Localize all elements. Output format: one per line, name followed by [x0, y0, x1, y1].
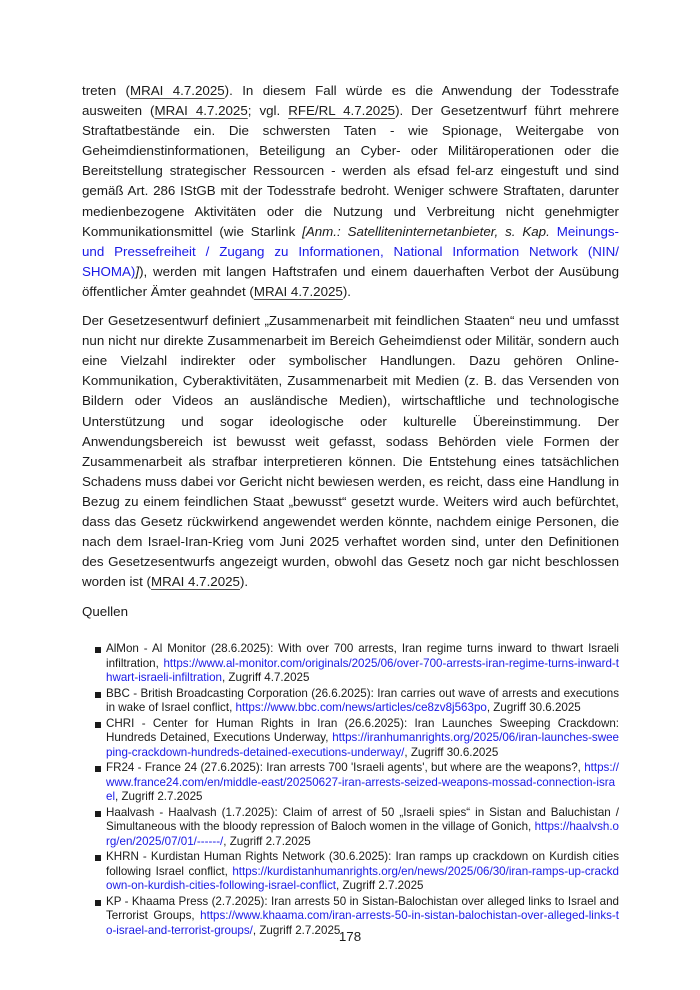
source-item: [106, 642, 619, 686]
text: treten (: [82, 83, 130, 98]
source-text: CHRI - Center for Human Rights in Iran (26.6.2025): Iran Launches Sweeping Crackdown: Hundreds Detained, Executions Underway,: [106, 716, 619, 745]
source-text: AlMon - Al Monitor (28.6.2025): With over 700 arrests, Iran regime turns inward to thwart Israeli infiltration,: [106, 642, 619, 670]
source-url-link[interactable]: https://www.khaama.com/iran-arrests-50-in-sistan-balochistan-over-alleged-links-to-israel-and-terrorist-groups/: [106, 909, 619, 937]
text: ; vgl.: [247, 103, 289, 119]
source-access-date: , Zugriff 2.7.2025: [223, 834, 311, 848]
annotation-note: [Anm.: Satelliteninternetanbieter, s. Kap.: [302, 223, 557, 239]
citation-link[interactable]: MRAI 4.7.2025: [129, 83, 225, 98]
annotation-note-close: ]: [135, 263, 140, 279]
source-access-date: , Zugriff 30.6.2025: [486, 701, 581, 715]
source-url-link[interactable]: https://iranhumanrights.org/2025/06/iran-launches-sweeping-crackdown-hundreds-detained-executions-underway/: [106, 731, 619, 759]
source-access-date: , Zugriff 30.6.2025: [404, 745, 499, 759]
text: ). Der Gesetzentwurf führt mehrere Straftatbestände ein. Die schwersten Taten - wie Spionage, Weitergabe von Geheimdienstinformationen, Beteiligung an Cyber- oder Militäroperationen oder die Bereitstellung strategischer Ressourcen - werden als efsad fel-arz eingestuft und sind gemäß Art. 286 IStGB mit der Todesstrafe bedroht. Weniger schwere Straftaten, darunter medienbezogene Aktivitäten oder die Nutzung und Verbreitung nicht genehmigter Kommunikationsmittel (wie Starlink: [82, 103, 619, 239]
source-url-link[interactable]: https://www.bbc.com/news/articles/ce8zv8j563po: [235, 701, 487, 715]
source-text: KHRN - Kurdistan Human Rights Network (30.6.2025): Iran ramps up crackdown on Kurdish cities following Israel conflict,: [106, 850, 619, 878]
source-text: KP - Khaama Press (2.7.2025): Iran arrests 50 in Sistan-Balochistan over alleged links to Israel and Terrorist Groups,: [106, 894, 619, 923]
source-text: Haalvash - Haalvash (1.7.2025): Claim of arrest of 50 „Israeli spies“ in Sistan and Baluchistan / Simultaneous with the bloody repression of Baloch women in the village of Gonich,: [106, 805, 619, 834]
text: ).: [239, 574, 249, 590]
citation-link[interactable]: RFE/RL 4.7.2025: [288, 103, 396, 119]
text: ). In diesem Fall würde es die Anwendung der Todesstrafe ausweiten (: [82, 83, 619, 119]
source-access-date: , Zugriff 2.7.2025: [115, 790, 203, 804]
source-item: [106, 761, 619, 805]
source-url-link[interactable]: https://www.france24.com/en/middle-east/20250627-iran-arrests-seized-weapons-mossad-connection-israel: [106, 761, 619, 804]
text: ), werden mit langen Haftstrafen und einem dauerhaften Verbot der Ausübung öffentlicher Ämter geahndet (: [82, 263, 619, 299]
document-page: [82, 81, 619, 939]
source-item: [106, 717, 619, 761]
source-text: BBC - British Broadcasting Corporation (26.6.2025): Iran carries out wave of arrests and executions in wake of Israel conflict,: [106, 686, 619, 715]
paragraph-hostile-states: [82, 311, 619, 592]
text: Der Gesetzesentwurf definiert „Zusammenarbeit mit feindlichen Staaten“ neu und umfasst nun nicht nur direkte Zusammenarbeit im Bereich Geheimdienst oder Militär, sondern auch eine Vielzahl indirekter oder symbolischer Handlungen. Dazu gehören Online-Kommunikation, Cyberaktivitäten, Zusammenarbeit mit Medien (z. B. das Versenden von Bildern oder Videos an ausländische Medien), wirtschaftliche und technologische Unterstützung und sogar ideologische oder kulturelle Übereinstimmung. Der Anwendungsbereich ist bewusst weit gefasst, sodass Behörden viele Formen der Zusammenarbeit als strafbar interpretieren können. Die Entstehung eines tatsächlichen Schadens muss dabei vor Gericht nicht bewiesen werden, es reicht, dass eine Handlung in Bezug zu einem feindlichen Staat „bewusst“ gesetzt wurde. Weiters wird auch befürchtet, dass das Gesetz rückwirkend angewendet werden könnte, nachdem einige Personen, die nach dem Israel-Iran-Krieg vom Juni 2025 verhaftet worden sind, unter den Definitionen des Gesetzesentwurfs angezeigt wurden, obwohl das Gesetz noch gar nicht beschlossen worden ist (: [82, 313, 620, 590]
source-access-date: , Zugriff 2.7.2025: [336, 879, 424, 893]
source-item: [106, 850, 619, 894]
sources-list: [82, 642, 619, 938]
text: ).: [342, 283, 352, 299]
citation-link[interactable]: MRAI 4.7.2025: [154, 103, 248, 119]
source-url-link[interactable]: https://kurdistanhumanrights.org/en/news/2025/06/30/iran-ramps-up-crackdown-on-kurdish-cities-following-israel-conflict: [106, 864, 619, 893]
source-access-date: , Zugriff 4.7.2025: [221, 671, 310, 685]
source-item: [106, 806, 619, 850]
page-number: 178: [338, 929, 362, 944]
source-text: FR24 - France 24 (27.6.2025): Iran arrests 700 'Israeli agents', but where are the weapons?,: [106, 761, 585, 775]
chapter-cross-reference-link[interactable]: Meinungs- und Pressefreiheit / Zugang zu Informationen, National Information Network (NIN/ SHOMA): [82, 223, 620, 279]
paragraph-death-penalty: [82, 81, 619, 302]
source-item: [106, 687, 619, 716]
source-access-date: , Zugriff 2.7.2025: [252, 923, 341, 937]
source-url-link[interactable]: https://www.al-monitor.com/originals/2025/06/over-700-arrests-iran-regime-turns-inward-thwart-israeli-infiltration: [106, 656, 619, 685]
source-url-link[interactable]: https://haalvsh.org/en/2025/07/01/------/: [106, 820, 619, 848]
citation-link[interactable]: MRAI 4.7.2025: [253, 283, 343, 299]
citation-link[interactable]: MRAI 4.7.2025: [150, 574, 240, 590]
sources-heading: Quellen: [82, 604, 128, 620]
